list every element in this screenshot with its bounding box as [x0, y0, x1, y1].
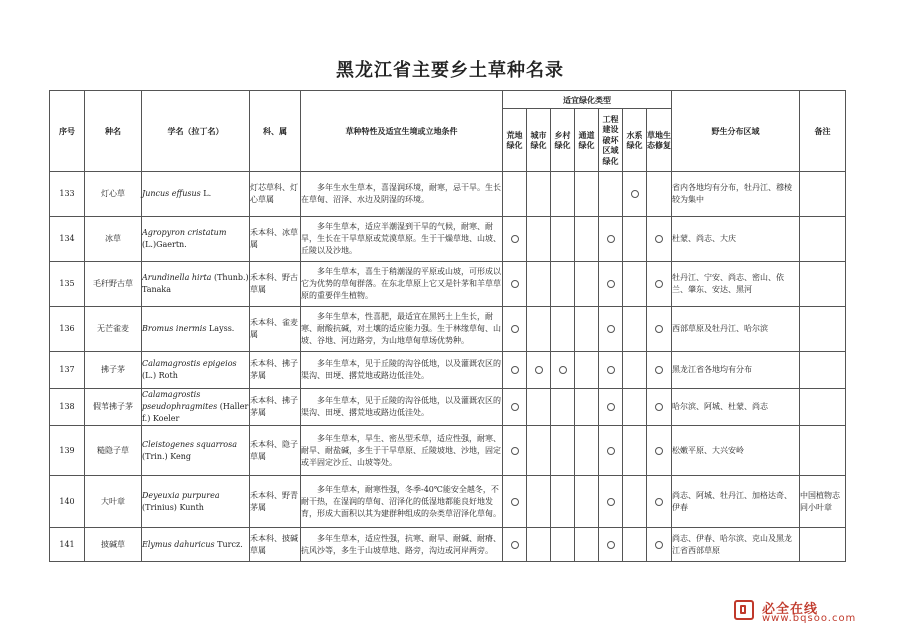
- cell-range: 黑龙江省各地均有分布: [672, 352, 800, 389]
- cell-traits: 多年生水生草本，喜湿润环境，耐寒，忌干旱。生长在草甸、沼泽、水边及阴湿的环境。: [301, 172, 503, 217]
- cell-greening-mark: [623, 528, 647, 562]
- cell-family: 灯芯草科、灯心草属: [250, 172, 301, 217]
- latin-name: Calamagrostis pseudophragmites: [142, 390, 218, 411]
- cell-name: 拂子茅: [85, 352, 142, 389]
- cell-name: 假苇拂子茅: [85, 389, 142, 426]
- cell-traits: 多年生草本，适应半潮湿到干旱的气候，耐寒、耐旱，生长在干旱草原或荒漠草原。生于干燥草地、山坡、丘陵以及沙地。: [301, 217, 503, 262]
- cell-greening-mark: [647, 307, 672, 352]
- cell-greening-mark: [623, 476, 647, 528]
- cell-name: 大叶章: [85, 476, 142, 528]
- latin-author: Layss.: [208, 324, 235, 333]
- cell-greening-mark: [647, 389, 672, 426]
- cell-greening-mark: [599, 307, 623, 352]
- cell-greening-mark: [647, 352, 672, 389]
- cell-greening-mark: [551, 217, 575, 262]
- cell-greening-mark: [599, 389, 623, 426]
- watermark-logo-icon: [734, 600, 754, 620]
- cell-greening-mark: [599, 172, 623, 217]
- cell-range: 牡丹江、宁安、尚志、密山、依兰、肇东、安达、黑河: [672, 262, 800, 307]
- cell-range: 尚志、阿城、牡丹江、加格达奇、伊春: [672, 476, 800, 528]
- cell-range: 哈尔滨、阿城、杜蒙、尚志: [672, 389, 800, 426]
- circle-mark-icon: [559, 366, 567, 374]
- cell-remark: [800, 389, 846, 426]
- cell-greening-mark: [575, 476, 599, 528]
- cell-greening-mark: [623, 352, 647, 389]
- cell-remark: [800, 262, 846, 307]
- circle-mark-icon: [607, 541, 615, 549]
- circle-mark-icon: [511, 325, 519, 333]
- cell-range: 省内各地均有分布，牡丹江、穆棱较为集中: [672, 172, 800, 217]
- circle-mark-icon: [655, 403, 663, 411]
- latin-author: (L.)Gaertn.: [142, 240, 187, 249]
- header-sub-water: 水系绿化: [623, 109, 647, 172]
- header-sub-wasteland: 荒地绿化: [503, 109, 527, 172]
- cell-greening-mark: [647, 476, 672, 528]
- header-latin: 学名（拉丁名）: [142, 91, 250, 172]
- header-sub-urban: 城市绿化: [527, 109, 551, 172]
- cell-family: 禾本科、野青茅属: [250, 476, 301, 528]
- cell-traits: 多年生草本，适应性强，抗寒、耐旱、耐碱、耐瘠、抗风沙等，多生于山坡草地、路旁，沟边或河岸两旁。: [301, 528, 503, 562]
- circle-mark-icon: [511, 541, 519, 549]
- cell-greening-mark: [503, 307, 527, 352]
- circle-mark-icon: [655, 447, 663, 455]
- cell-greening-mark: [647, 217, 672, 262]
- cell-family: 禾本科、拂子茅属: [250, 389, 301, 426]
- header-sub-engineering: 工程建设破坏区域绿化: [599, 109, 623, 172]
- latin-name: Arundinella hirta: [142, 273, 212, 282]
- watermark-text: 必全在线: [762, 602, 819, 617]
- cell-greening-mark: [599, 217, 623, 262]
- circle-mark-icon: [655, 366, 663, 374]
- cell-greening-mark: [599, 528, 623, 562]
- latin-name: Agropyron cristatum: [142, 228, 227, 237]
- cell-greening-mark: [575, 307, 599, 352]
- cell-family: 禾本科、拂子茅属: [250, 352, 301, 389]
- cell-remark: [800, 217, 846, 262]
- cell-latin: [142, 426, 250, 476]
- table-row: [50, 352, 846, 389]
- cell-name: 无芒雀麦: [85, 307, 142, 352]
- cell-greening-mark: [527, 352, 551, 389]
- circle-mark-icon: [607, 403, 615, 411]
- circle-mark-icon: [607, 498, 615, 506]
- table-row: [50, 172, 846, 217]
- cell-greening-mark: [647, 172, 672, 217]
- watermark: [734, 598, 884, 626]
- page-title: 黑龙江省主要乡土草种名录: [336, 60, 564, 81]
- circle-mark-icon: [607, 325, 615, 333]
- cell-greening-mark: [503, 426, 527, 476]
- cell-remark: 中国植物志同小叶章: [800, 476, 846, 528]
- cell-traits: 多年生草本，见于丘陵的沟谷低地，以及灌溉农区的渠沟、田埂、撂荒地或路边低洼处。: [301, 389, 503, 426]
- circle-mark-icon: [511, 235, 519, 243]
- cell-greening-mark: [551, 426, 575, 476]
- grass-species-table: [49, 90, 846, 562]
- cell-greening-mark: [527, 528, 551, 562]
- cell-greening-mark: [527, 262, 551, 307]
- cell-greening-mark: [599, 426, 623, 476]
- cell-greening-mark: [551, 307, 575, 352]
- cell-greening-mark: [527, 172, 551, 217]
- circle-mark-icon: [655, 541, 663, 549]
- cell-greening-mark: [527, 389, 551, 426]
- table-row: [50, 389, 846, 426]
- header-traits: 草种特性及适宜生境或立地条件: [301, 91, 503, 172]
- cell-greening-mark: [623, 307, 647, 352]
- cell-traits: 多年生草本，喜生于稍潮湿的平原或山坡，可形成以它为优势的草甸群落。在东北草原上它又是针茅和羊草草原的重要伴生植物。: [301, 262, 503, 307]
- cell-traits: 多年生草本，性喜肥，最适宜在黑钙土上生长，耐寒、耐酸抗碱，对土壤的适应能力强。生于林缘草甸、山坡、谷地、河边路旁，为山地草甸草场优势种。: [301, 307, 503, 352]
- cell-greening-mark: [647, 528, 672, 562]
- cell-family: 禾本科、野古草属: [250, 262, 301, 307]
- latin-name: Deyeuxia purpurea: [142, 490, 220, 500]
- cell-no: 139: [50, 426, 85, 476]
- cell-remark: [800, 352, 846, 389]
- cell-greening-mark: [647, 262, 672, 307]
- header-sub-corridor: 通道绿化: [575, 109, 599, 172]
- circle-mark-icon: [535, 366, 543, 374]
- circle-mark-icon: [511, 280, 519, 288]
- header-no: 序号: [50, 91, 85, 172]
- table-row: [50, 217, 846, 262]
- cell-remark: [800, 172, 846, 217]
- cell-name: 披碱草: [85, 528, 142, 562]
- cell-greening-mark: [503, 262, 527, 307]
- circle-mark-icon: [655, 280, 663, 288]
- cell-latin: [142, 172, 250, 217]
- cell-greening-mark: [503, 352, 527, 389]
- cell-no: 141: [50, 528, 85, 562]
- circle-mark-icon: [655, 235, 663, 243]
- cell-greening-mark: [503, 528, 527, 562]
- cell-latin: [142, 389, 250, 426]
- cell-traits: 多年生草本，耐寒性强，冬季-40℃能安全越冬，不耐干热，在湿润的草甸、沼泽化的低湿地都能良好地发育，形成大面积以其为建群种组成的杂类草沼泽化草甸。: [301, 476, 503, 528]
- cell-greening-mark: [551, 352, 575, 389]
- circle-mark-icon: [655, 498, 663, 506]
- cell-no: 138: [50, 389, 85, 426]
- header-sub-rural: 乡村绿化: [551, 109, 575, 172]
- cell-greening-mark: [527, 426, 551, 476]
- cell-range: 西部草原及牡丹江、哈尔滨: [672, 307, 800, 352]
- cell-latin: [142, 307, 250, 352]
- cell-range: 杜蒙、尚志、大庆: [672, 217, 800, 262]
- cell-greening-mark: [503, 217, 527, 262]
- circle-mark-icon: [511, 366, 519, 374]
- circle-mark-icon: [607, 280, 615, 288]
- cell-no: 133: [50, 172, 85, 217]
- cell-remark: [800, 307, 846, 352]
- cell-greening-mark: [647, 426, 672, 476]
- cell-greening-mark: [551, 389, 575, 426]
- circle-mark-icon: [511, 447, 519, 455]
- header-name: 种名: [85, 91, 142, 172]
- cell-family: 禾本科、披碱草属: [250, 528, 301, 562]
- cell-latin: [142, 476, 250, 528]
- cell-no: 137: [50, 352, 85, 389]
- cell-no: 136: [50, 307, 85, 352]
- cell-greening-mark: [623, 262, 647, 307]
- latin-author: (Trinius) Kunth: [142, 502, 204, 512]
- cell-greening-mark: [551, 476, 575, 528]
- table-row: [50, 476, 846, 528]
- cell-family: 禾本科、雀麦属: [250, 307, 301, 352]
- cell-greening-mark: [599, 262, 623, 307]
- cell-greening-mark: [551, 528, 575, 562]
- cell-no: 134: [50, 217, 85, 262]
- table-row: [50, 528, 846, 562]
- cell-name: 毛秆野古草: [85, 262, 142, 307]
- latin-author: Turcz.: [217, 539, 243, 549]
- table-row: [50, 307, 846, 352]
- cell-greening-mark: [575, 262, 599, 307]
- cell-greening-mark: [551, 172, 575, 217]
- circle-mark-icon: [607, 447, 615, 455]
- cell-no: 135: [50, 262, 85, 307]
- circle-mark-icon: [511, 403, 519, 411]
- cell-greening-mark: [599, 352, 623, 389]
- cell-latin: [142, 352, 250, 389]
- cell-family: 禾本科、隐子草属: [250, 426, 301, 476]
- cell-name: 冰草: [85, 217, 142, 262]
- cell-latin: [142, 528, 250, 562]
- cell-no: 140: [50, 476, 85, 528]
- circle-mark-icon: [511, 498, 519, 506]
- latin-author: (Trin.) Keng: [142, 451, 191, 461]
- latin-author: (Haller f.) Koeler: [142, 402, 249, 423]
- cell-greening-mark: [575, 389, 599, 426]
- cell-greening-mark: [623, 217, 647, 262]
- cell-range: 尚志、伊春、哈尔滨、克山及黑龙江省西部草原: [672, 528, 800, 562]
- circle-mark-icon: [655, 325, 663, 333]
- cell-latin: [142, 262, 250, 307]
- cell-greening-mark: [623, 172, 647, 217]
- circle-mark-icon: [631, 190, 639, 198]
- latin-name: Juncus effusus: [142, 189, 201, 198]
- cell-greening-mark: [575, 426, 599, 476]
- header-family: 科、属: [250, 91, 301, 172]
- latin-name: Bromus inermis: [142, 324, 207, 333]
- circle-mark-icon: [607, 235, 615, 243]
- latin-name: Cleistogenes squarrosa: [142, 439, 237, 449]
- cell-greening-mark: [623, 426, 647, 476]
- header-range: 野生分布区域: [672, 91, 800, 172]
- latin-name: Calamagrostis epigeios: [142, 359, 237, 368]
- cell-greening-mark: [527, 217, 551, 262]
- cell-remark: [800, 528, 846, 562]
- table-row: [50, 262, 846, 307]
- latin-author: L.: [203, 189, 212, 198]
- cell-greening-mark: [575, 217, 599, 262]
- table-row: [50, 426, 846, 476]
- cell-greening-mark: [575, 352, 599, 389]
- cell-greening-mark: [503, 172, 527, 217]
- latin-author: (Thunb.) Tanaka: [142, 273, 249, 294]
- circle-mark-icon: [607, 366, 615, 374]
- cell-latin: [142, 217, 250, 262]
- cell-family: 禾本科、冰草属: [250, 217, 301, 262]
- latin-author: (L.) Roth: [142, 371, 178, 380]
- cell-traits: 多年生草本，见于丘陵的沟谷低地，以及灌溉农区的渠沟、田埂、撂荒地或路边低洼处。: [301, 352, 503, 389]
- cell-greening-mark: [551, 262, 575, 307]
- cell-greening-mark: [527, 476, 551, 528]
- cell-traits: 多年生草本，旱生、密丛型禾草，适应性强，耐寒、耐旱、耐盐碱，多生于干旱草原、丘陵坡地、沙地，固定或半固定沙丘、山坡等处。: [301, 426, 503, 476]
- watermark-url: www.bqsoo.com: [762, 613, 857, 624]
- cell-greening-mark: [527, 307, 551, 352]
- header-greening-type: 适宜绿化类型: [503, 91, 672, 109]
- cell-greening-mark: [575, 528, 599, 562]
- cell-greening-mark: [575, 172, 599, 217]
- cell-greening-mark: [623, 389, 647, 426]
- cell-greening-mark: [503, 476, 527, 528]
- cell-remark: [800, 426, 846, 476]
- latin-name: Elymus dahuricus: [142, 539, 215, 549]
- header-remark: 备注: [800, 91, 846, 172]
- header-sub-grassland: 草地生态修复: [647, 109, 672, 172]
- cell-name: 灯心草: [85, 172, 142, 217]
- cell-range: 松嫩平原、大兴安岭: [672, 426, 800, 476]
- cell-greening-mark: [503, 389, 527, 426]
- cell-greening-mark: [599, 476, 623, 528]
- cell-name: 糙隐子草: [85, 426, 142, 476]
